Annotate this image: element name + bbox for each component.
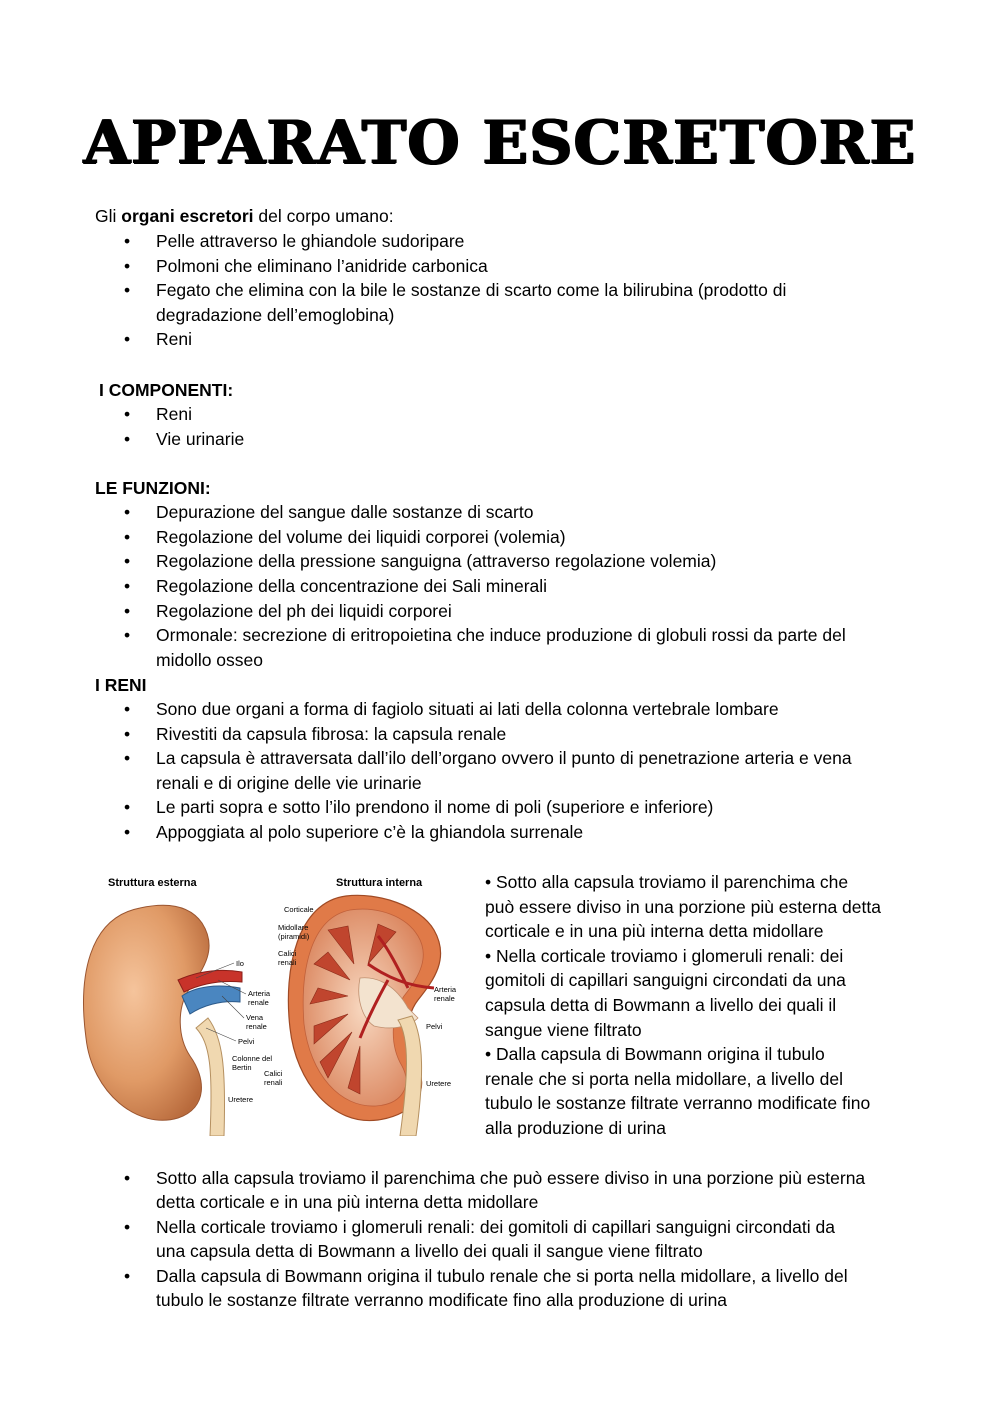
bullet: • [124,822,131,842]
bullet: • [124,1168,131,1188]
side-line: sangue viene filtrato [485,1020,642,1040]
side-line: può essere diviso in una porzione più esterna detta [485,897,881,917]
label-colonne-2: Bertin [232,1063,252,1072]
list-item: Reni [156,329,192,349]
side-line: • Dalla capsula di Bowmann origina il tubulo [485,1044,825,1064]
list-item: Sotto alla capsula troviamo il parenchima che può essere diviso in una porzione più esterna [156,1168,866,1188]
list-item: Regolazione della concentrazione dei Sali minerali [156,576,548,596]
list-item: Vie urinarie [156,429,245,449]
list-item: Regolazione del volume dei liquidi corporei (volemia) [156,527,566,547]
label-pelvi-left: Pelvi [238,1037,255,1046]
list-item: Depurazione del sangue dalle sostanze di scarto [156,502,534,522]
list-item: Dalla capsula di Bowmann origina il tubulo renale che si porta nella midollare, a livello del [156,1266,848,1286]
bullet: • [124,1217,131,1237]
list-item-continuation: una capsula detta di Bowmann a livello dei quali il sangue viene filtrato [156,1241,703,1261]
side-line: corticale e in una più interna detta midollare [485,921,824,941]
bullet: • [124,256,131,276]
bullet: • [124,724,131,744]
side-line: • Nella corticale troviamo i glomeruli renali: dei [485,946,844,966]
list-item: Regolazione della pressione sanguigna (attraverso regolazione volemia) [156,551,717,571]
bullet: • [124,576,131,596]
label-calici-top-2: renali [278,958,297,967]
list-item: Reni [156,404,192,424]
bullet: • [124,551,131,571]
list-item: Fegato che elimina con la bile le sostanze di scarto come la bilirubina (prodotto di [156,280,787,300]
bullet: • [124,527,131,547]
label-colonne-1: Colonne del [232,1054,273,1063]
list-item: Nella corticale troviamo i glomeruli renali: dei gomitoli di capillari sanguigni circondati da [156,1217,835,1237]
bullet: • [124,625,131,645]
page-title: APPARATO ESCRETORE [83,108,917,178]
label-vena-2: renale [246,1022,267,1031]
list-item: Pelle attraverso le ghiandole sudoripare [156,231,465,251]
side-line: • Sotto alla capsula troviamo il parenchima che [485,872,849,892]
bullet: • [124,429,131,449]
bullet: • [124,502,131,522]
list-item-continuation: detta corticale e in una più interna detta midollare [156,1192,539,1212]
label-calici-left-1: Calici [264,1069,283,1078]
list-item: La capsula è attraversata dall’ilo dell’organo ovvero il punto di penetrazione arteria e vena [156,748,852,768]
side-line: gomitoli di capillari sanguigni circondati da una [485,970,846,990]
side-line: tubulo le sostanze filtrate verranno modificate fino [485,1093,871,1113]
label-arteria-left-1: Arteria [248,989,271,998]
list-item-continuation: degradazione dell’emoglobina) [156,305,395,325]
label-corticale: Corticale [284,905,314,914]
list-item: Sono due organi a forma di fagiolo situati ai lati della colonna vertebrale lombare [156,699,779,719]
label-midollare-2: (piramidi) [278,932,310,941]
label-calici-top-1: Calici [278,949,297,958]
list-item: Le parti sopra e sotto l’ilo prendono il nome di poli (superiore e inferiore) [156,797,714,817]
list-item: Ormonale: secrezione di eritropoietina che induce produzione di globuli rossi da parte del [156,625,846,645]
list-item-continuation: midollo osseo [156,650,263,670]
label-midollare-1: Midollare [278,923,309,932]
list-item: Rivestiti da capsula fibrosa: la capsula renale [156,724,507,744]
list-item: Appoggiata al polo superiore c’è la ghiandola surrenale [156,822,584,842]
label-pelvi-right: Pelvi [426,1022,443,1031]
bullet: • [124,797,131,817]
functions-heading: LE FUNZIONI: [95,478,211,498]
kidneys-heading: I RENI [95,675,147,695]
bullet: • [124,748,131,768]
side-line: renale che si porta nella midollare, a livello del [485,1069,843,1089]
label-arteria-right-2: renale [434,994,455,1003]
bullet: • [124,329,131,349]
side-line: alla produzione di urina [485,1118,666,1138]
components-heading: I COMPONENTI: [99,380,234,400]
list-item-continuation: renali e di origine delle vie urinarie [156,773,422,793]
external-title: Struttura esterna [108,877,197,889]
label-arteria-right-1: Arteria [434,985,457,994]
list-item: Polmoni che eliminano l’anidride carbonica [156,256,488,276]
label-uretere-right: Uretere [426,1079,452,1088]
bullet: • [124,601,131,621]
bullet: • [124,699,131,719]
label-vena-1: Vena [246,1013,264,1022]
label-ilo: Ilo [236,959,244,968]
list-item: Regolazione del ph dei liquidi corporei [156,601,452,621]
list-item-continuation: tubulo le sostanze filtrate verranno modificate fino alla produzione di urina [156,1290,728,1310]
intro-line: Gli organi escretori del corpo umano: [95,206,394,226]
bullet: • [124,404,131,424]
side-line: capsula detta di Bowmann a livello dei quali il [485,995,837,1015]
bullet: • [124,280,131,300]
renal-vein [182,986,240,1014]
internal-title: Struttura interna [336,877,423,889]
bullet: • [124,1266,131,1286]
bullet: • [124,231,131,251]
kidney-illustration [78,868,470,1136]
label-calici-left-2: renali [264,1078,283,1087]
label-arteria-left-2: renale [248,998,269,1007]
label-uretere-left: Uretere [228,1095,254,1104]
